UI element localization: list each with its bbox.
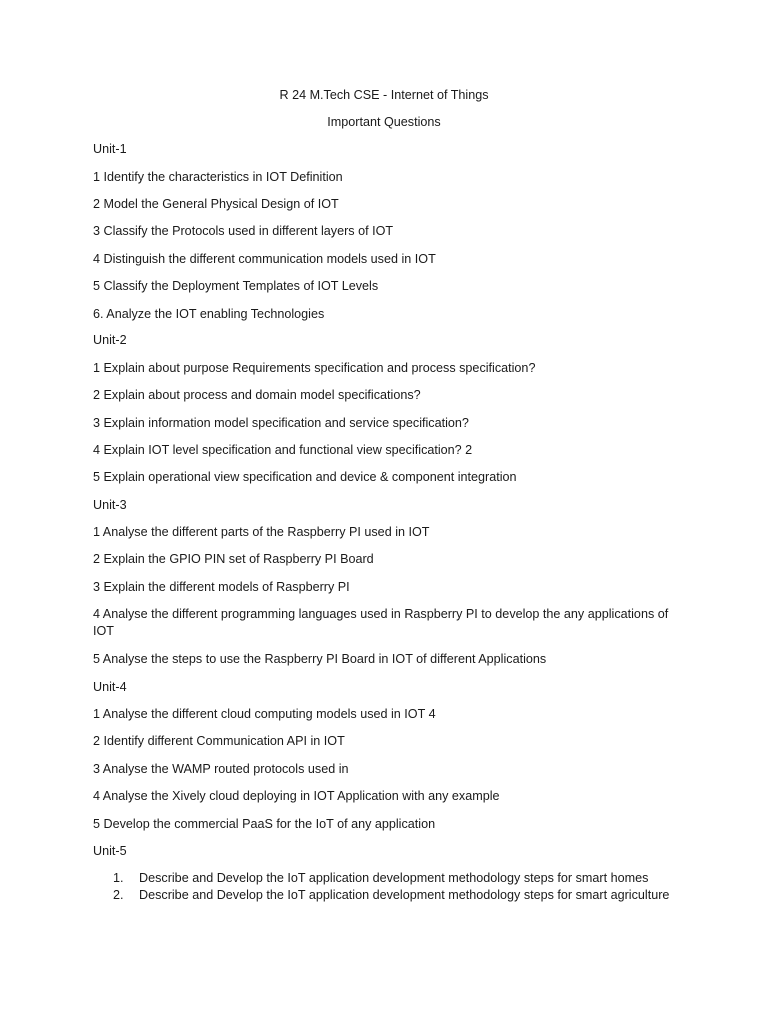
unit-heading: Unit-2 — [93, 333, 127, 347]
question-item: 2 Explain about process and domain model specifications? — [93, 388, 421, 402]
unit-heading: Unit-1 — [93, 142, 127, 156]
question-item: 2 Explain the GPIO PIN set of Raspberry PI Board — [93, 552, 374, 566]
question-item: 1 Identify the characteristics in IOT Definition — [93, 170, 343, 184]
unit-heading: Unit-4 — [93, 680, 127, 694]
list-number: 1. — [113, 871, 124, 885]
list-text: Describe and Develop the IoT application development methodology steps for smart agriculture — [139, 888, 670, 902]
question-item: 5 Analyse the steps to use the Raspberry PI Board in IOT of different Applications — [93, 652, 547, 666]
question-item: 5 Explain operational view specification and device & component integration — [93, 470, 517, 484]
document-title: R 24 M.Tech CSE - Internet of Things — [279, 88, 489, 102]
list-number: 2. — [113, 888, 124, 902]
unit-heading: Unit-3 — [93, 498, 127, 512]
question-item: 2 Model the General Physical Design of IOT — [93, 197, 339, 211]
list-text: Describe and Develop the IoT application development methodology steps for smart homes — [139, 871, 649, 885]
question-item: 5 Classify the Deployment Templates of IOT Levels — [93, 279, 379, 293]
question-item: 4 Explain IOT level specification and functional view specification? 2 — [93, 443, 473, 457]
question-item: 5 Develop the commercial PaaS for the IoT of any application — [93, 817, 436, 831]
question-item: 3 Analyse the WAMP routed protocols used in — [93, 762, 349, 776]
question-item: 1 Analyse the different parts of the Raspberry PI used in IOT — [93, 525, 430, 539]
document-subtitle: Important Questions — [327, 115, 441, 129]
unit-heading: Unit-5 — [93, 844, 127, 858]
question-item: 1 Analyse the different cloud computing models used in IOT 4 — [93, 707, 436, 721]
question-item: 4 Analyse the different programming languages used in Raspberry PI to develop the any applications of IOT — [93, 607, 669, 638]
question-item: 4 Distinguish the different communication models used in IOT — [93, 252, 436, 266]
question-item: 2 Identify different Communication API in IOT — [93, 734, 345, 748]
question-item: 3 Classify the Protocols used in different layers of IOT — [93, 224, 394, 238]
question-item: 1 Explain about purpose Requirements specification and process specification? — [93, 361, 536, 375]
question-item: 3 Explain the different models of Raspberry PI — [93, 580, 350, 594]
question-item: 3 Explain information model specification and service specification? — [93, 416, 469, 430]
question-item: 6. Analyze the IOT enabling Technologies — [93, 307, 325, 321]
question-item: 4 Analyse the Xively cloud deploying in IOT Application with any example — [93, 789, 500, 803]
